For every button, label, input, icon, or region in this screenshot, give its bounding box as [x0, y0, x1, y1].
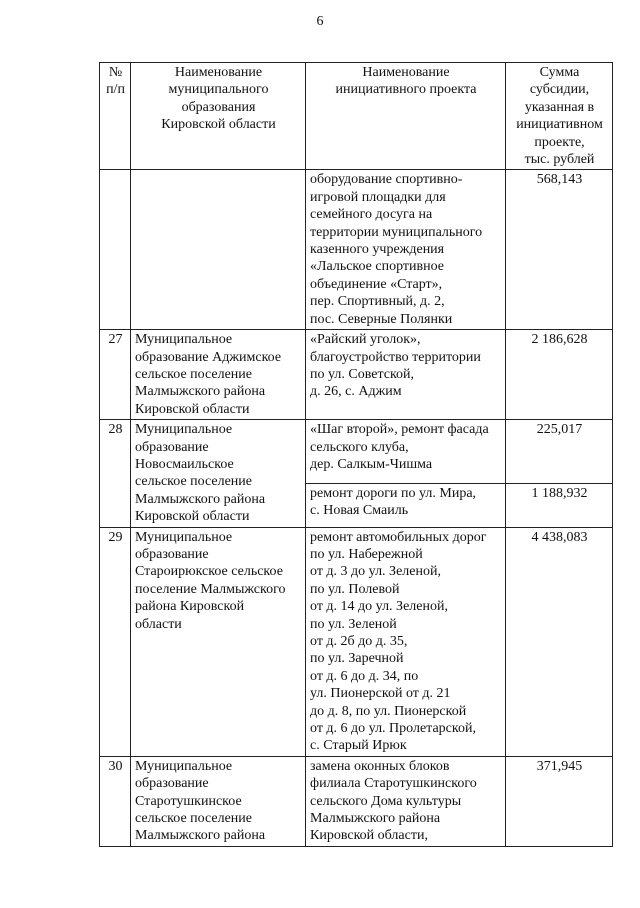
header-project [306, 63, 506, 170]
text-line: образование [135, 439, 209, 455]
table-body [100, 170, 613, 846]
text-line: п/п [106, 82, 125, 98]
text-line: семейного досуга на [310, 207, 433, 223]
text-line: указанная в [524, 99, 595, 115]
text-line: образование [135, 776, 209, 792]
text-line: Наименование [362, 65, 450, 80]
subsidy-amount: 2 186,628 [506, 330, 613, 420]
text-line: от д. 6 до д. 34, по [310, 668, 419, 684]
text-line: по ул. Полевой [310, 581, 400, 597]
text-line: Муниципальное [135, 332, 233, 348]
text-line: инициативном [516, 117, 603, 133]
text-line: ул. Пионерской от д. 21 [310, 686, 451, 702]
text-line: Кировской области [135, 401, 250, 417]
text-line: от д. 2б до д. 35, [310, 634, 408, 649]
text-line: Староирюкское сельское [135, 564, 283, 580]
municipality-name [131, 170, 306, 330]
text-line: поселение Малмыжского [135, 581, 286, 597]
table-row [100, 330, 613, 420]
text-line: пер. Спортивный, д. 2, [310, 294, 445, 310]
municipality-name [131, 420, 306, 527]
project-name [306, 756, 506, 846]
project-name [306, 420, 506, 484]
text-line: благоустройство территории [310, 349, 481, 365]
text-line: Кировской области, [310, 828, 428, 844]
text-line: ремонт дороги по ул. Мира, [310, 485, 477, 501]
text-line: дер. Салкым-Чишма [310, 456, 433, 472]
row-number: 29 [100, 527, 131, 756]
table-header-row [100, 63, 613, 170]
text-line: сельского Дома культуры [310, 793, 462, 809]
text-line: сельское поселение [135, 366, 252, 382]
text-line: муниципального [168, 82, 269, 98]
text-line: «Райский уголок», [310, 332, 421, 348]
project-name [306, 170, 506, 330]
text-line: образование [135, 546, 209, 562]
text-line: «Лальское спортивное [310, 259, 445, 275]
subsidy-amount: 568,143 [506, 170, 613, 330]
text-line: «Шаг второй», ремонт фасада [310, 422, 489, 438]
text-line: по ул. Набережной [310, 546, 423, 562]
text-line: по ул. Заречной [310, 651, 404, 667]
row-number: 27 [100, 330, 131, 420]
text-line: д. 26, с. Аджим [310, 384, 402, 400]
table-row [100, 527, 613, 756]
project-name [306, 527, 506, 756]
text-line: Малмыжского района [310, 811, 441, 827]
text-line: Новосмаильское [135, 456, 234, 472]
text-line: района Кировской [135, 599, 245, 615]
text-line: образование Аджимское [135, 349, 282, 365]
project-name [306, 330, 506, 420]
text-line: по ул. Советской, [310, 366, 415, 382]
text-line: от д. 14 до ул. Зеленой, [310, 599, 448, 615]
text-line: № [108, 65, 123, 80]
text-line: замена оконных блоков [310, 758, 450, 774]
text-line: ремонт автомобильных дорог [310, 529, 487, 545]
subsidy-amount: 4 438,083 [506, 527, 613, 756]
text-line: инициативного проекта [335, 82, 477, 98]
text-line: от д. 3 до ул. Зеленой, [310, 564, 441, 580]
text-line: Кировской области [161, 117, 276, 133]
text-line: пос. Северные Полянки [310, 311, 453, 327]
text-line: Муниципальное [135, 529, 233, 545]
table-row [100, 170, 613, 330]
text-line: с. Старый Ирюк [310, 738, 407, 754]
text-line: сельское поселение [135, 474, 252, 490]
table-row [100, 420, 613, 484]
text-line: объединение «Старт», [310, 276, 443, 292]
subsidy-amount: 1 188,932 [506, 483, 613, 527]
text-line: филиала Старотушкинского [310, 776, 477, 792]
text-line: Наименование [174, 65, 263, 80]
text-line: Сумма [539, 65, 580, 80]
row-number [100, 170, 131, 330]
text-line: игровой площадки для [310, 189, 446, 205]
page-number: 6 [316, 14, 324, 29]
header-num [100, 63, 131, 170]
text-line: до д. 8, по ул. Пионерской [310, 703, 467, 719]
text-line: сельское поселение [135, 811, 252, 827]
text-line: Малмыжского района [135, 491, 266, 507]
text-line: Малмыжского района [135, 828, 266, 844]
subsidy-table [99, 62, 613, 847]
text-line: субсидии, [529, 82, 590, 98]
text-line: тыс. рублей [524, 152, 595, 168]
text-line: Кировской области [135, 509, 250, 525]
municipality-name [131, 527, 306, 756]
text-line: области [135, 616, 182, 632]
text-line: с. Новая Смаиль [310, 503, 409, 519]
text-line: проекте, [534, 134, 585, 150]
subsidy-amount: 225,017 [506, 420, 613, 484]
municipality-name [131, 330, 306, 420]
text-line: Муниципальное [135, 422, 233, 438]
project-name [306, 483, 506, 527]
municipality-name [131, 756, 306, 846]
row-number: 30 [100, 756, 131, 846]
text-line: Муниципальное [135, 758, 233, 774]
table-row [100, 756, 613, 846]
text-line: сельского клуба, [310, 439, 409, 455]
text-line: образования [181, 99, 256, 115]
text-line: Малмыжского района [135, 384, 266, 400]
text-line: Старотушкинское [135, 793, 242, 809]
text-line: казенного учреждения [310, 242, 445, 258]
subsidy-amount: 371,945 [506, 756, 613, 846]
text-line: от д. 6 до ул. Пролетарской, [310, 721, 476, 737]
row-number: 28 [100, 420, 131, 527]
header-sum [506, 63, 613, 170]
text-line: оборудование спортивно- [310, 172, 463, 188]
text-line: по ул. Зеленой [310, 616, 397, 632]
text-line: территории муниципального [310, 224, 483, 240]
header-municipality [131, 63, 306, 170]
